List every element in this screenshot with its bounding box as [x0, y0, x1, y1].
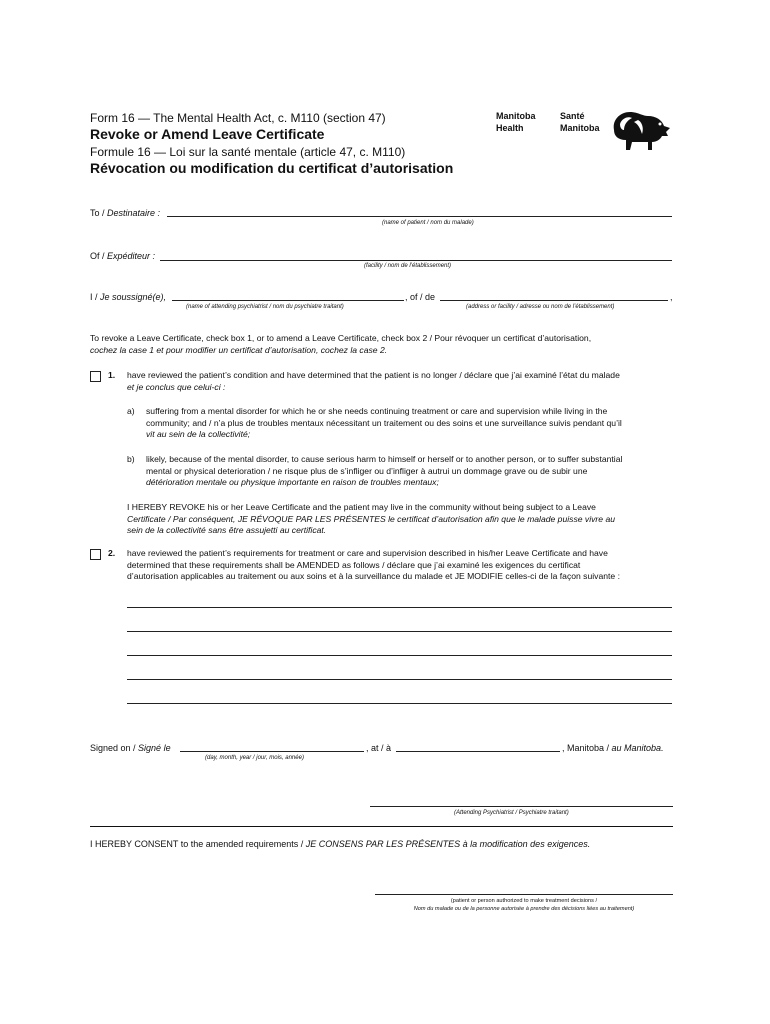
of-field[interactable]	[160, 260, 672, 261]
revoke-line3: sein de la collectivité sans être assujetti au certificat.	[127, 525, 327, 535]
patient-caption-line2: Nom du malade ou de la personne autorisée à prendre des décisions liées au traitement)	[413, 906, 635, 912]
of-label-en: Of /	[90, 251, 108, 261]
option1-line2: et je conclus que celui-ci :	[127, 381, 226, 392]
option1-b-line1: likely, because of the mental disorder, to cause serious harm to himself or herself or to another person, or to suffer substantial	[146, 454, 623, 464]
revoke-line2: Certificate / Par conséquent, JE RÉVOQUE PAR LES PRÉSENTES le certificat d’autorisation afin que le malade puisse vivre au	[127, 513, 615, 524]
of-label	[90, 251, 155, 262]
signed-date-field[interactable]	[180, 751, 364, 752]
at-label: , at / à	[366, 743, 392, 753]
consent-text-fr: JE CONSENS PAR LES PRÉSENTES à la modification des exigences.	[305, 839, 591, 849]
org-en-line2: Health	[496, 123, 524, 133]
address-end: ,	[670, 292, 673, 302]
to-field[interactable]	[167, 216, 672, 217]
option1-a-text	[146, 406, 676, 441]
option1-b-marker: b)	[127, 454, 135, 464]
signed-place-field[interactable]	[396, 751, 560, 752]
psychiatrist-name-caption: (name of attending psychiatrist / nom du psychiatre traitant)	[186, 304, 344, 310]
option2-checkbox[interactable]	[90, 549, 101, 560]
option1-b-line3: détérioration mentale ou physique importante en raison de troubles mentaux;	[146, 477, 439, 487]
of-caption: (facility / nom de l’établissement)	[364, 263, 452, 269]
option2-line2: determined that these requirements shall be AMENDED as follows / déclare que j’ai examiné les exigences du certificat	[127, 559, 581, 570]
to-label-en: To /	[90, 208, 108, 218]
option1-a-line1: suffering from a mental disorder for which he or she needs continuing treatment or care and supervision while living in the	[146, 406, 608, 416]
option1-a-line3: vit au sein de la collectivité;	[146, 429, 251, 439]
place-end-fr: au Manitoba.	[611, 743, 664, 753]
revoke-statement	[127, 502, 677, 537]
instructions	[90, 333, 680, 356]
option1-intro	[127, 370, 677, 393]
consent-text-en: I HEREBY CONSENT to the amended requirements /	[90, 839, 306, 849]
option1-checkbox[interactable]	[90, 371, 101, 382]
option1-line1: have reviewed the patient’s condition and have determined that the patient is no longer / déclare que j’ai examiné l’état du malade	[127, 370, 620, 380]
psychiatrist-name-field[interactable]	[172, 300, 404, 301]
patient-signature-field[interactable]	[375, 894, 673, 895]
option1-b-line2: mental or physical deterioration / ne risque plus de s’infliger ou d’infliger à autrui un dommage grave ou de subir une	[146, 465, 588, 476]
psychiatrist-signature-caption: (Attending Psychiatrist / Psychiatre traitant)	[454, 810, 569, 816]
place-end	[562, 743, 664, 754]
amendment-line-5[interactable]	[127, 703, 672, 704]
option2-line3: d’autorisation applicables au traitement ou aux soins et à la surveillance du malade et JE MODIFIE celles-ci de la façon suivante :	[127, 571, 620, 581]
ofde-label: , of / de	[405, 292, 436, 302]
amendment-line-3[interactable]	[127, 655, 672, 656]
signed-label-en: Signed on /	[90, 743, 139, 753]
psychiatrist-signature-field[interactable]	[370, 806, 673, 807]
org-name-fr	[560, 110, 600, 134]
to-caption: (name of patient / nom du malade)	[382, 220, 474, 226]
of-label-fr: Expéditeur :	[107, 251, 156, 261]
address-caption: (address or facility / adresse ou nom de l’établissement)	[466, 304, 615, 310]
i-label-fr: Je soussigné(e),	[100, 292, 167, 302]
patient-caption-line1: (patient or person authorized to make treatment decisions /	[450, 898, 598, 904]
amendment-line-4[interactable]	[127, 679, 672, 680]
section-divider	[90, 826, 673, 827]
form-number-en: Form 16 — The Mental Health Act, c. M110 (section 47)	[90, 111, 386, 125]
patient-signature-caption	[375, 897, 673, 913]
signed-date-caption: (day, month, year / jour, mois, année)	[205, 755, 304, 761]
consent-statement	[90, 839, 590, 850]
form-number-fr: Formule 16 — Loi sur la santé mentale (article 47, c. M110)	[90, 145, 406, 159]
option2-number: 2.	[108, 548, 116, 558]
to-label	[90, 208, 160, 219]
revoke-line1: I HEREBY REVOKE his or her Leave Certificate and the patient may live in the community without being subject to a Leave	[127, 502, 596, 512]
option1-b-text	[146, 454, 676, 489]
instructions-line1: To revoke a Leave Certificate, check box 1, or to amend a Leave Certificate, check box 2 / Pour révoquer un certificat d’autorisation,	[90, 333, 592, 343]
option2-text	[127, 548, 677, 583]
i-label	[90, 292, 166, 303]
option1-a-line2: community; and / n’a plus de troubles mentaux nécessitant un traitement ou des soins et une surveillance suivis pendant qu’il	[146, 417, 622, 428]
address-field[interactable]	[440, 300, 668, 301]
instructions-line2: cochez la case 1 et pour modifier un certificat d’autorisation, cochez la case 2.	[90, 344, 388, 355]
place-end-en: , Manitoba /	[562, 743, 612, 753]
amendment-line-1[interactable]	[127, 607, 672, 608]
option1-a-marker: a)	[127, 406, 135, 416]
org-en-line1: Manitoba	[496, 111, 536, 121]
option2-line1: have reviewed the patient’s requirements for treatment or care and supervision described in his/her Leave Certificate and have	[127, 548, 608, 558]
to-label-fr: Destinataire :	[107, 208, 161, 218]
signed-label	[90, 743, 171, 754]
org-name-en	[496, 110, 536, 134]
title-en: Revoke or Amend Leave Certificate	[90, 126, 325, 142]
signed-label-fr: Signé le	[138, 743, 171, 753]
title-fr: Révocation ou modification du certificat d’autorisation	[90, 160, 454, 176]
bison-icon	[608, 106, 672, 157]
option1-number: 1.	[108, 370, 116, 380]
i-label-en: I /	[90, 292, 101, 302]
org-fr-line2: Manitoba	[560, 123, 600, 133]
org-fr-line1: Santé	[560, 111, 585, 121]
amendment-line-2[interactable]	[127, 631, 672, 632]
